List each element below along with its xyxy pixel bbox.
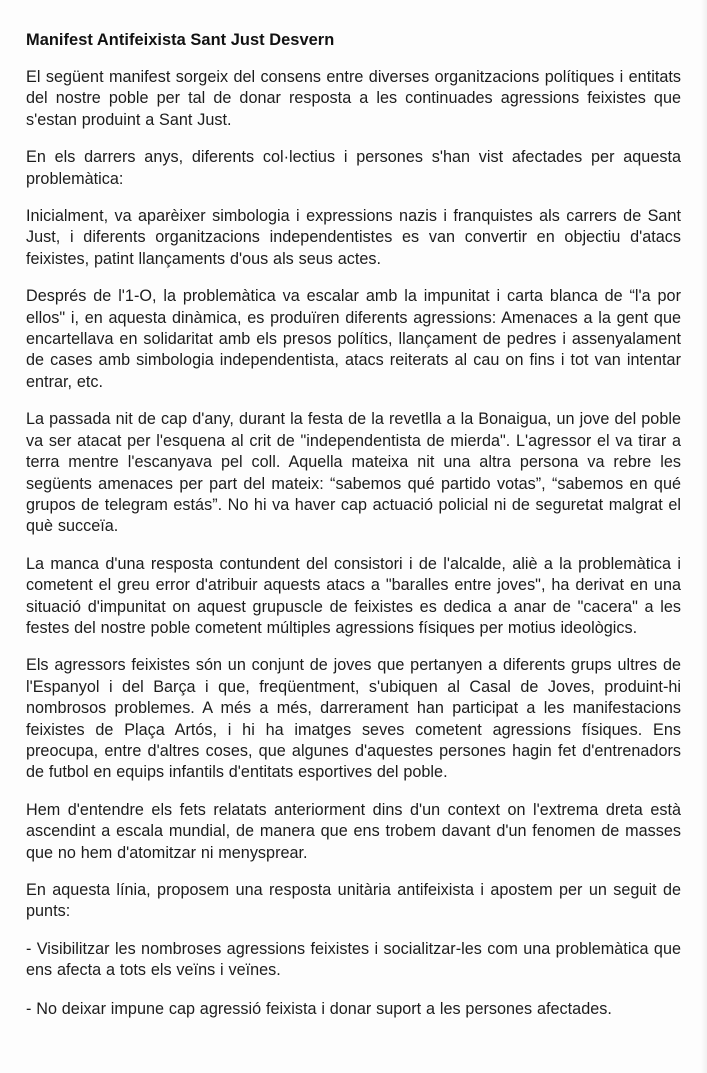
paragraph-council-response: La manca d'una resposta contundent del consistori i de l'alcalde, aliè a la problemàtica i cometent el greu error d'atribuir aquests atacs a "baralles entre joves", ha derivat en una situació d'impunitat on aquest grupuscle de feixistes es dedica a anar de "cacera" a les festes del nostre poble cometent múltiples agressions físiques per motius ideològics. — [26, 554, 681, 637]
document-title: Manifest Antifeixista Sant Just Desvern — [26, 31, 335, 49]
list-item: - Visibilitzar les nombroses agressions feixistes i socialitzar-les com una problemàtica que ens afecta a tots els veïns i veïnes. — [26, 939, 681, 980]
paragraph-proposal: En aquesta línia, proposem una resposta unitària antifeixista i apostem per un seguit de punts: — [26, 881, 681, 921]
paragraph-aggressors: Els agressors feixistes són un conjunt de joves que pertanyen a diferents grups ultres de l'Espanyol i del Barça i que, freqüentment, s'ubiquen al Casal de Joves, produint-hi nombrosos problemes. A més a més, darrerament han participat a les manifestacions feixistes de Plaça Artós, i hi ha imatges seves cometent agressions físiques. Ens preocupa, entre d'altres coses, que algunes d'aquestes persones hagin fet d'entrenadors de futbol en equips infantils d'entitats esportives del poble. — [26, 656, 681, 782]
paragraph-context: Hem d'entendre els fets relatats anteriorment dins d'un context on l'extrema dreta està ascendint a escala mundial, de manera que ens trobem davant d'un fenomen de masses que no hem d'atomitzar ni menysprear. — [26, 800, 681, 862]
paragraph-new-year-attack: La passada nit de cap d'any, durant la festa de la revetlla a la Bonaigua, un jove del poble va ser atacat per l'esquena al crit de "independentista de mierda". L'agressor el va tirar a terra mentre l'escanyava pel coll. Aquella mateixa nit una altra persona va rebre les següents amenaces per part del mateix: “sabemos qué partido votas”, “sabemos en qué grupos de telegram estás”. No hi va haver cap actuació policial ni de seguretat malgrat el què succeïa. — [26, 410, 681, 536]
paragraph-after-1o: Després de l'1-O, la problemàtica va escalar amb la impunitat i carta blanca de “l'a por ellos" i, en aquesta dinàmica, es produïren diferents agressions: Amenaces a la gent que encartellava en solidaritat amb els presos polítics, llançament de pedres i assenyalament de cases amb simbologia independentista, atacs reiterats al cau on fins i tot van intentar entrar, etc. — [26, 287, 681, 391]
page-edge-shadow — [701, 0, 707, 1073]
paragraph-initial-symbols: Inicialment, va aparèixer simbologia i expressions nazis i franquistes als carrers de Sant Just, i diferents organitzacions independentistes es van convertir en objectiu d'atacs feixistes, patint llançaments d'ous als seus actes. — [26, 207, 681, 268]
paragraph-affected: En els darrers anys, diferents col·lectius i persones s'han vist afectades per aquesta problemàtica: — [26, 148, 681, 188]
paragraph-intro: El següent manifest sorgeix del consens entre diverses organitzacions polítiques i entitats del nostre poble per tal de donar resposta a les continuades agressions feixistes que s'estan produint a Sant Just. — [26, 68, 681, 129]
list-item: - No deixar impune cap agressió feixista i donar suport a les persones afectades. — [26, 999, 612, 1018]
